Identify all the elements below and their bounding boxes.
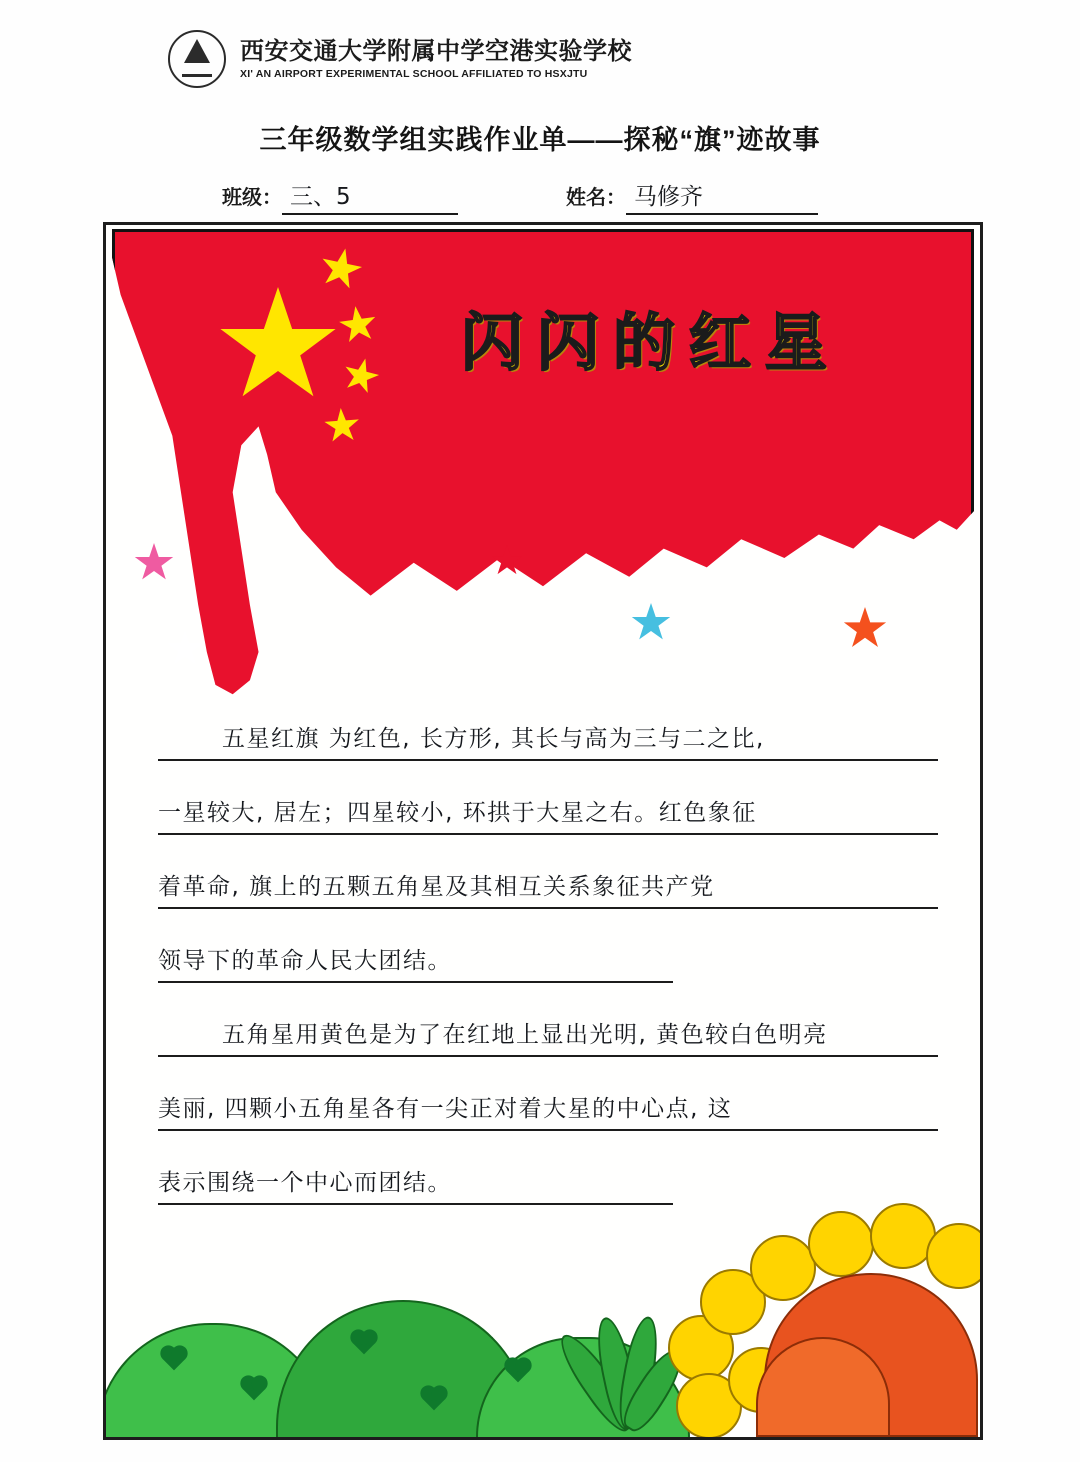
- rule-line: [158, 907, 938, 909]
- handwriting-text: 领导下的革命人民大团结。: [158, 948, 452, 974]
- poster-title: 闪闪的红星: [461, 306, 842, 379]
- orange-star-icon: [843, 607, 887, 651]
- handwriting-text: 表示围绕一个中心而团结。: [158, 1170, 452, 1196]
- handwriting-text: 五角星用黄色是为了在红地上显出光明, 黄色较白色明亮: [222, 1022, 828, 1048]
- sunflower-petal: [926, 1223, 983, 1289]
- handwriting-line: [158, 991, 938, 1065]
- sunflower: [658, 1197, 983, 1437]
- school-header: [168, 30, 632, 88]
- sunflower-petal: [750, 1235, 816, 1301]
- pink-star-icon: [134, 543, 174, 583]
- rule-line: [158, 1129, 938, 1131]
- school-name-cn: 西安交通大学附属中学空港实验学校: [240, 37, 632, 65]
- student-fields: [0, 178, 1080, 218]
- handwriting-line: [158, 695, 938, 769]
- name-value[interactable]: 马修齐: [626, 178, 818, 215]
- class-field: [222, 178, 458, 215]
- handwriting-line: [158, 843, 938, 917]
- rule-line: [158, 981, 673, 983]
- handwriting-text: 着革命, 旗上的五颗五角星及其相互关系象征共产党: [158, 874, 715, 900]
- handwriting-line: [158, 769, 938, 843]
- rule-line: [158, 1203, 673, 1205]
- school-name-en: XI' AN AIRPORT EXPERIMENTAL SCHOOL AFFILIATED TO HSXJTU: [240, 68, 588, 81]
- school-name-block: [240, 38, 632, 81]
- bottom-scenery: [106, 1237, 980, 1437]
- name-label: 姓名：: [566, 187, 626, 209]
- blue-star-icon: [631, 603, 671, 643]
- handwriting-line: [158, 1065, 938, 1139]
- handwriting-text: 一星较大, 居左；四星较小, 环拱于大星之右。红色象征: [158, 800, 757, 826]
- name-field: [566, 178, 818, 215]
- page-title: 三年级数学组实践作业单——探秘“旗”迹故事: [259, 125, 821, 155]
- white-star-icon: [166, 630, 204, 668]
- class-label: 班级：: [222, 187, 282, 209]
- rule-line: [158, 833, 938, 835]
- class-value[interactable]: 三、5: [282, 178, 458, 215]
- sunflower-petal: [808, 1211, 874, 1277]
- rule-line: [158, 759, 938, 761]
- handwriting-text: 美丽, 四颗小五角星各有一尖正对着大星的中心点, 这: [158, 1096, 733, 1122]
- rule-line: [158, 1055, 938, 1057]
- poster-drawing-area: [103, 222, 983, 1440]
- school-crest-icon: [168, 30, 226, 88]
- handwriting-text: 五星红旗 为红色, 长方形, 其长与高为三与二之比,: [222, 726, 765, 752]
- handwriting-lines: [158, 695, 938, 1213]
- handwriting-line: [158, 917, 938, 991]
